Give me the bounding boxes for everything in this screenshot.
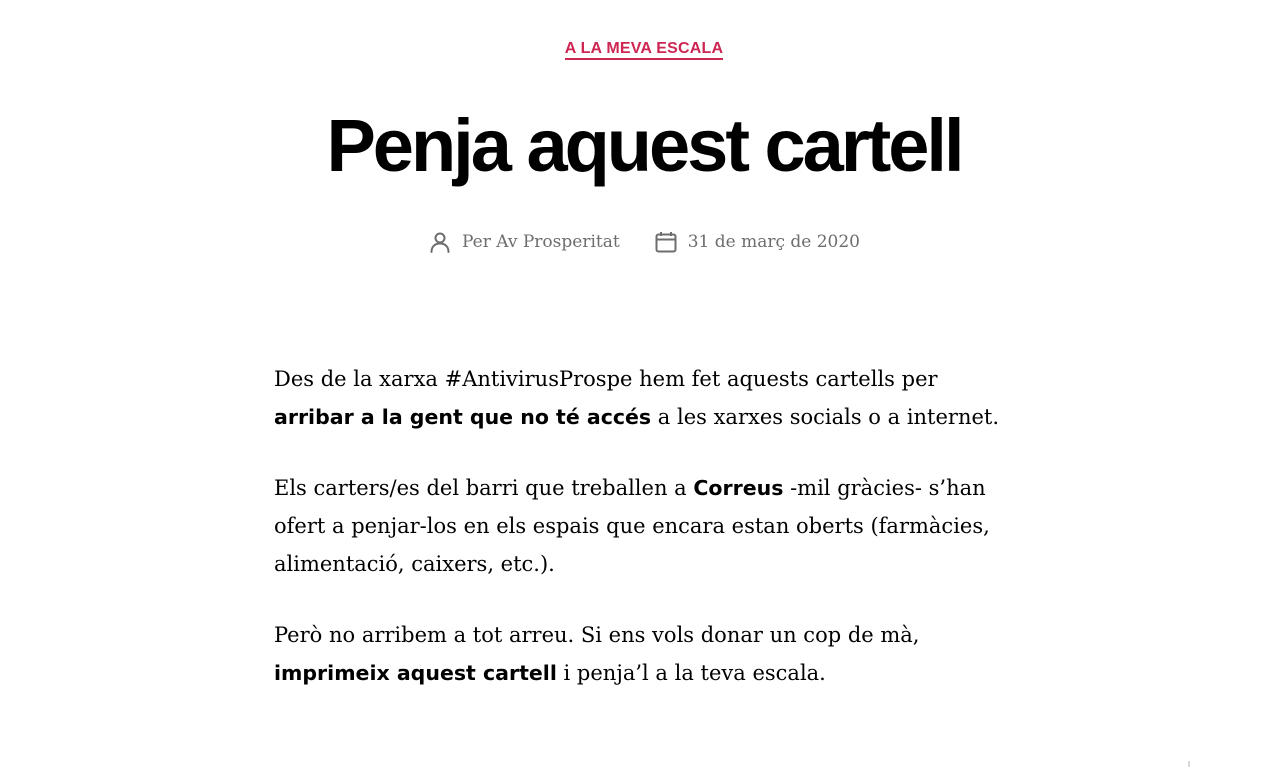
author-text [462,232,620,252]
author-prefix: Per [461,232,491,252]
post-meta [0,230,1288,254]
post-content [274,360,1004,725]
post-date [654,230,860,254]
paragraph-text: Els carters/es del barri que treballen a [274,476,694,500]
paragraph-emphasis: imprimeix aquest cartell [274,661,557,685]
calendar-icon [654,230,678,254]
paragraph-correus [274,469,1004,583]
paragraph-text: Des de la xarxa #AntivirusProspe hem fet aquests cartells per [274,367,938,391]
page-title: Penja aquest cartell [326,104,962,187]
resize-handle-icon [1183,760,1191,768]
paragraph-text: Però no arribem a tot arreu. Si ens vols donar un cop de mà, [274,623,920,647]
paragraph-call-to-action [274,616,1004,692]
post-category [0,38,1288,58]
post-author [428,230,620,254]
paragraph-text: -mil gràcies- s’han ofert a penjar-los en els espais que encara estan oberts (farmàcies, alimentació, caixers, etc.). [274,476,990,576]
author-link[interactable]: Av Prosperitat [496,232,620,252]
date-link[interactable]: 31 de març de 2020 [687,232,861,252]
paragraph-intro [274,360,1004,436]
paragraph-text: i penja’l a la teva escala. [556,661,826,685]
paragraph-emphasis: arribar a la gent que no té accés [274,405,652,429]
paragraph-emphasis: Correus [693,476,784,500]
user-icon [428,230,452,254]
paragraph-text: a les xarxes socials o a internet. [651,405,1000,429]
category-link[interactable]: A LA MEVA ESCALA [565,40,723,60]
